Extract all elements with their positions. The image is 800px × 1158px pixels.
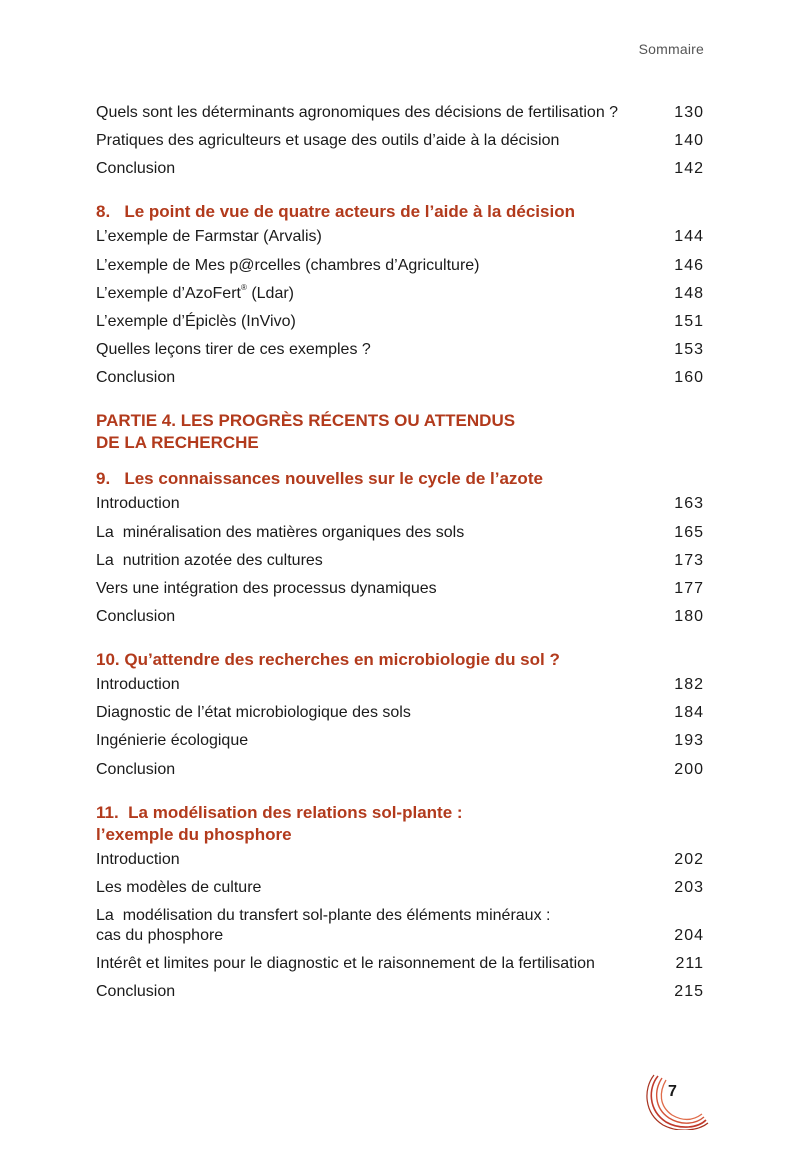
toc-entry-label-main: L’exemple d’AzoFert [96, 284, 241, 302]
toc-entry-label: Conclusion [96, 983, 176, 1001]
toc-entry-page: 211 [675, 955, 704, 973]
toc-entry[interactable] [96, 340, 704, 360]
toc-entry[interactable] [96, 159, 704, 179]
toc-entry[interactable] [96, 227, 704, 247]
chapter-9-title[interactable]: 9. Les connaissances nouvelles sur le cycle de l’azote [96, 469, 543, 489]
part-4-title[interactable] [96, 410, 704, 454]
chapter-8-title[interactable]: 8. Le point de vue de quatre acteurs de l’aide à la décision [96, 202, 575, 222]
toc-entry[interactable] [96, 675, 704, 695]
toc-entry-page: 182 [674, 676, 704, 694]
toc-entry[interactable] [96, 523, 704, 543]
toc-entry[interactable] [96, 982, 704, 1002]
toc-entry-label: Vers une intégration des processus dynamiques [96, 579, 437, 597]
toc-entry-label: Quels sont les déterminants agronomiques des décisions de fertilisation ? [96, 104, 619, 121]
toc-entry-page: 144 [674, 228, 704, 246]
toc-entry[interactable] [96, 607, 704, 627]
toc-entry-label: La nutrition azotée des cultures [96, 551, 323, 569]
toc-entry-page: 180 [674, 608, 704, 626]
registered-mark: ® [240, 282, 247, 292]
toc-entry-label: Introduction [96, 495, 180, 513]
toc-entry-label [96, 284, 294, 304]
toc-entry-label: Les modèles de culture [96, 878, 262, 896]
toc-entry[interactable] [96, 494, 704, 514]
table-of-contents [96, 103, 704, 1011]
toc-entry[interactable] [96, 731, 704, 751]
toc-entry-label: Intérêt et limites pour le diagnostic et le raisonnement de la fertilisation [96, 955, 595, 973]
toc-entry-label: Pratiques des agriculteurs et usage des outils d’aide à la décision [96, 132, 560, 150]
toc-entry-label-line: La modélisation du transfert sol-plante des éléments minéraux : [96, 907, 551, 924]
swirl-logo-icon [644, 1070, 710, 1130]
toc-entry-page: 203 [674, 878, 704, 896]
toc-entry-label: Conclusion [96, 608, 176, 626]
toc-entry[interactable] [96, 906, 704, 946]
running-header: Sommaire [638, 41, 704, 57]
part-title-line: DE LA RECHERCHE [96, 433, 259, 453]
toc-entry-page: 165 [674, 523, 704, 541]
page-number: 7 [668, 1083, 677, 1100]
toc-entry-page: 142 [674, 160, 704, 178]
toc-entry-page: 215 [674, 983, 704, 1001]
toc-entry[interactable] [96, 103, 704, 123]
chapter-title-line: 11. La modélisation des relations sol-plante : [96, 802, 463, 822]
toc-entry-label: La minéralisation des matières organiques des sols [96, 523, 465, 541]
chapter-11-title[interactable] [96, 802, 704, 846]
toc-entry-label: Diagnostic de l’état microbiologique des sols [96, 704, 411, 722]
toc-entry-label: L’exemple d’Épiclès (InVivo) [96, 312, 296, 330]
toc-entry-label [96, 906, 550, 946]
toc-entry-label-suffix: (Ldar) [246, 284, 294, 302]
toc-entry-label: Conclusion [96, 369, 176, 387]
toc-entry[interactable] [96, 850, 704, 870]
toc-entry[interactable] [96, 312, 704, 332]
toc-entry-page: 130 [674, 104, 704, 121]
toc-entry-label: Ingénierie écologique [96, 732, 249, 750]
toc-entry[interactable] [96, 368, 704, 388]
toc-entry-page: 148 [674, 284, 704, 302]
toc-entry[interactable] [96, 579, 704, 599]
toc-entry-label: Conclusion [96, 160, 176, 178]
toc-entry-label-line: cas du phosphore [96, 927, 224, 944]
toc-entry[interactable] [96, 551, 704, 571]
toc-entry-page: 163 [674, 495, 704, 513]
toc-entry-page: 184 [674, 704, 704, 722]
toc-entry-label: Conclusion [96, 760, 176, 778]
toc-entry-page: 200 [674, 760, 704, 778]
toc-entry-page: 153 [674, 341, 704, 359]
chapter-title-line: l’exemple du phosphore [96, 824, 292, 844]
toc-entry[interactable] [96, 878, 704, 898]
toc-entry[interactable] [96, 131, 704, 151]
toc-entry-page: 202 [674, 850, 704, 868]
toc-entry-label: Introduction [96, 676, 180, 694]
toc-entry-page: 173 [674, 551, 704, 569]
toc-entry[interactable] [96, 284, 704, 304]
toc-entry-page: 193 [674, 732, 704, 750]
toc-entry[interactable] [96, 256, 704, 276]
toc-entry[interactable] [96, 760, 704, 780]
toc-entry-page: 151 [674, 312, 704, 330]
toc-entry-page: 177 [674, 579, 704, 597]
toc-entry-page: 140 [674, 132, 704, 150]
part-title-line: PARTIE 4. LES PROGRÈS RÉCENTS OU ATTENDUS [96, 411, 516, 431]
toc-entry-label: Introduction [96, 850, 180, 868]
toc-entry-page: 204 [674, 927, 704, 944]
toc-entry[interactable] [96, 954, 704, 974]
toc-entry-page: 146 [674, 256, 704, 274]
toc-entry-label: Quelles leçons tirer de ces exemples ? [96, 341, 371, 359]
toc-entry[interactable] [96, 703, 704, 723]
toc-entry-label: L’exemple de Farmstar (Arvalis) [96, 228, 322, 246]
toc-entry-label: L’exemple de Mes p@rcelles (chambres d’Agriculture) [96, 256, 480, 274]
chapter-10-title[interactable]: 10. Qu’attendre des recherches en microbiologie du sol ? [96, 650, 560, 670]
toc-entry-page: 160 [674, 369, 704, 387]
